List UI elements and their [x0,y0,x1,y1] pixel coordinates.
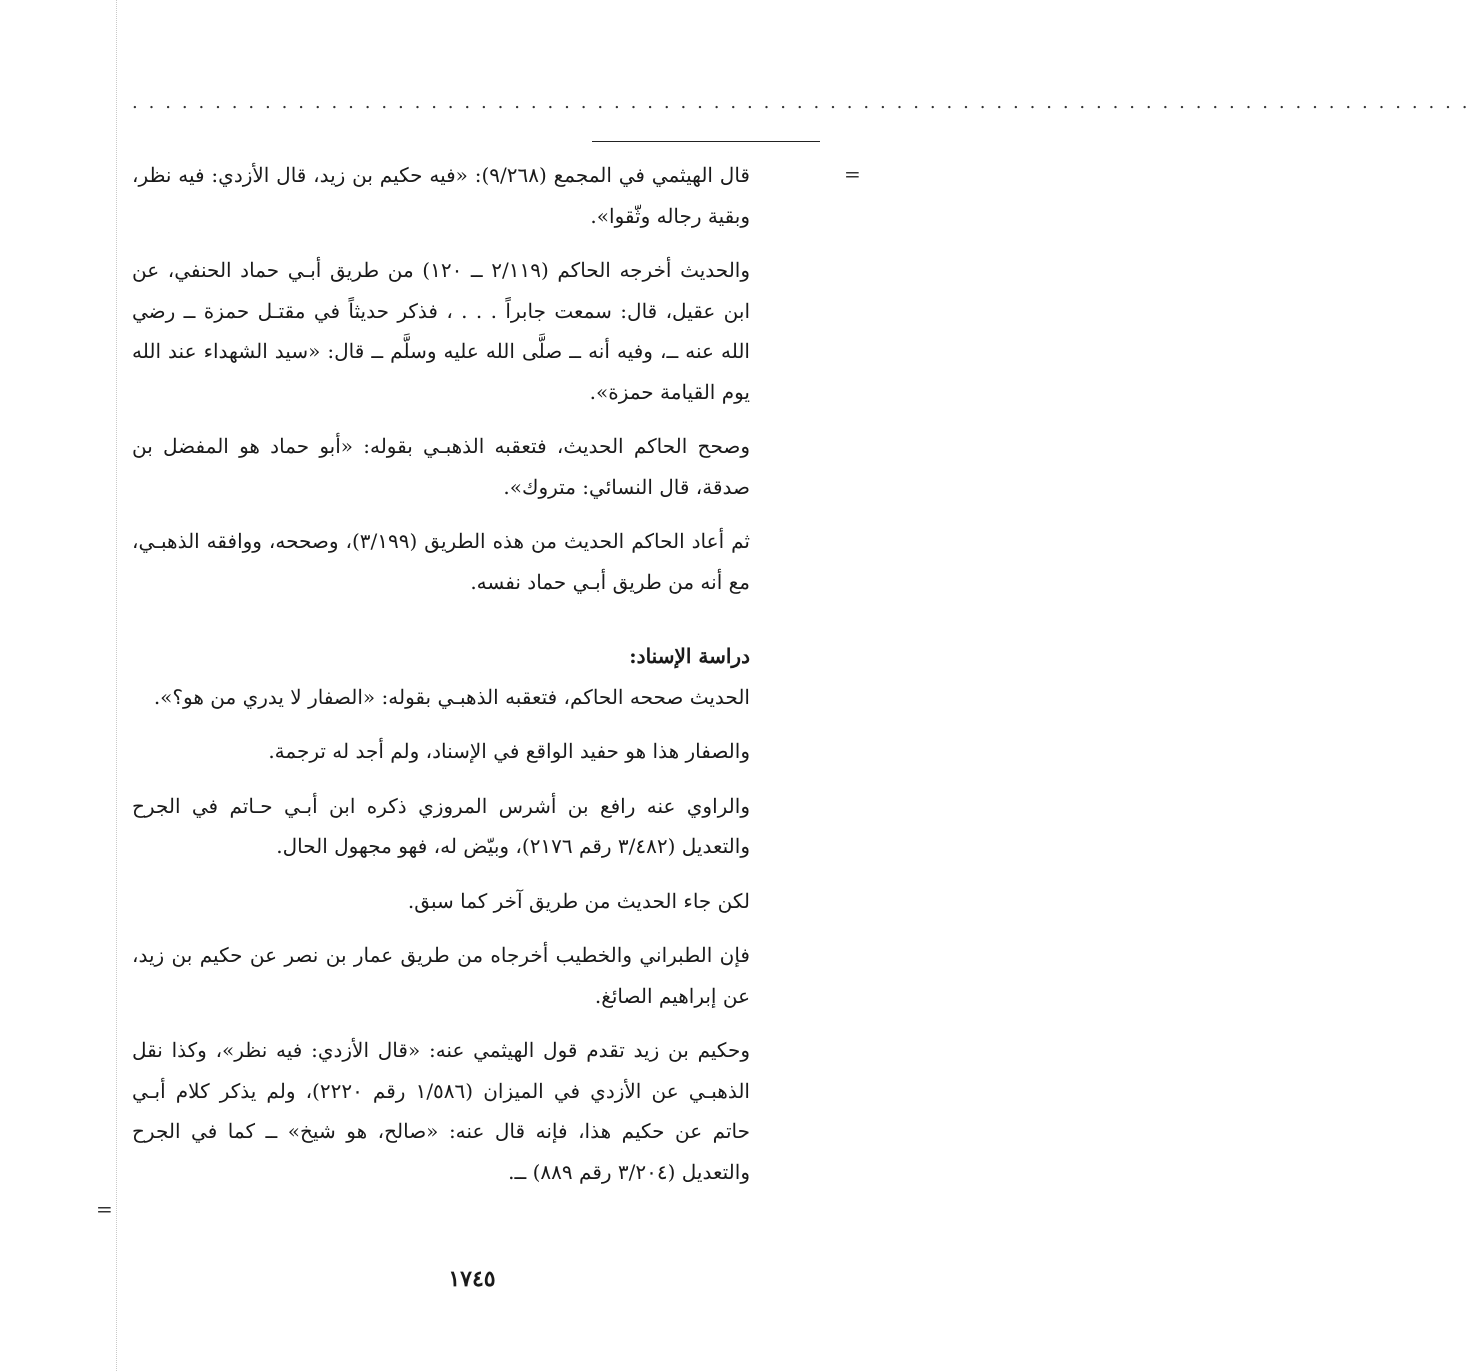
footnote-paragraph: وصحح الحاكم الحديث، فتعقبه الذهبـي بقوله: «أبو حماد هو المفضل بن صدقة، قال النسائي: متروك». [132,434,750,499]
dotted-separator: ................................................................................. [132,92,1478,113]
section-heading: دراسة الإسناد: [629,644,750,668]
body-paragraph: والراوي عنه رافع بن أشرس المروزي ذكره ابن أبـي حـاتم في الجرح والتعديل (٣/٤٨٢ رقم ٢١٧٦)، وبيّض له، فهو مجهول الحال. [132,793,750,858]
footnote-paragraph: والحديث أخرجه الحاكم (٢/١١٩ ــ ١٢٠) من طريق أبـي حماد الحنفي، عن ابن عقيل، قال: سمعت جابراً . . . ، فذكر حديثاً في مقتـل حمزة ــ رضي الله عنه ــ، وفيه أنه ــ صلَّى الله عليه وسلَّم ــ قال: «سيد الشهداء عند الله يوم القيامة حمزة». [132,258,751,404]
continuation-mark-top: = [844,162,861,186]
page-edge-line [116,0,117,1371]
body-paragraph: فإن الطبراني والخطيب أخرجاه من طريق عمار بن نصر عن حكيم بن زيد، عن إبراهيم الصائغ. [132,943,750,1008]
continuation-mark-bottom: = [96,1197,113,1221]
footnote-rule [592,141,820,142]
body-paragraph: وحكيم بن زيد تقدم قول الهيثمي عنه: «قال الأزدي: فيه نظر»، وكذا نقل الذهبـي عن الأزدي في الميزان (١/٥٨٦ رقم ٢٢٢٠)، ولم يذكر كلام أبـي حاتم عن حكيم هذا، فإنه قال عنه: «صالح، هو شيخ» ــ كما في الجرح والتعديل (٣/٢٠٤ رقم ٨٨٩) ــ. [132,1038,750,1184]
page-body [132,155,750,1206]
body-paragraph: لكن جاء الحديث من طريق آخر كما سبق. [407,888,750,913]
body-paragraph: والصفار هذا هو حفيد الواقع في الإسناد، ولم أجد له ترجمة. [268,739,750,763]
page-number: ١٧٤٥ [448,1266,496,1292]
body-paragraph: الحديث صححه الحاكم، فتعقبه الذهبـي بقوله: «الصفار لا يدري من هو؟». [153,684,750,709]
footnote-paragraph: قال الهيثمي في المجمع (٩/٢٦٨): «فيه حكيم بن زيد، قال الأزدي: فيه نظر، وبقية رجاله وثّقوا». [132,163,750,228]
footnote-paragraph: ثم أعاد الحاكم الحديث من هذه الطريق (٣/١٩٩)، وصححه، ووافقه الذهبـي، مع أنه من طريق أبـي حماد نفسه. [132,529,750,594]
